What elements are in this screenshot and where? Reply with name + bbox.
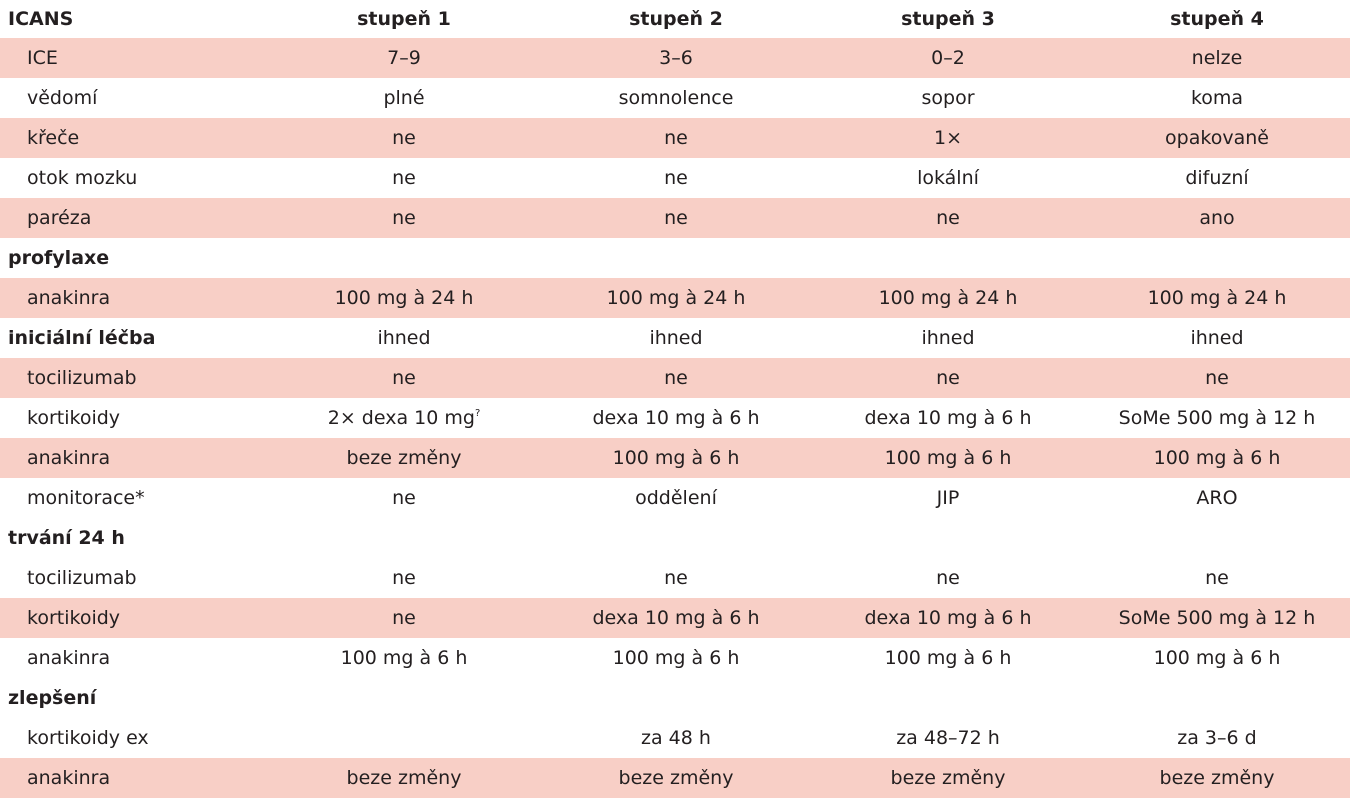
table-row-vedomi [0, 78, 1350, 118]
cell-text: 2× dexa 10 mg [327, 407, 475, 429]
cell-grade-1: 7–9 [387, 47, 421, 69]
cell-grade-1: ne [392, 567, 416, 589]
cell-grade-4: difuzní [1185, 167, 1249, 189]
cell-grade-3: ne [936, 567, 960, 589]
cell-grade-2: somnolence [618, 87, 734, 109]
cell-grade-3: lokální [917, 167, 979, 189]
cell-grade-3: 100 mg à 24 h [878, 287, 1018, 309]
table-row-ice [0, 38, 1350, 78]
cell-grade-1: ne [392, 167, 416, 189]
row-label: kortikoidy ex [27, 727, 149, 749]
table-row-tocilizumab-initial [0, 358, 1350, 398]
row-label: tocilizumab [27, 567, 137, 589]
cell-grade-1: 100 mg à 24 h [334, 287, 474, 309]
cell-grade-4: ne [1205, 567, 1229, 589]
cell-grade-3: ne [936, 367, 960, 389]
cell-grade-2: dexa 10 mg à 6 h [592, 407, 760, 429]
cell-grade-3: za 48–72 h [896, 727, 1000, 749]
cell-grade-2: ne [664, 567, 688, 589]
row-label: vědomí [27, 87, 98, 109]
row-label: anakinra [27, 647, 111, 669]
section-row-profylaxe [0, 238, 1350, 278]
section-row-inicialni-lecba [0, 318, 1350, 358]
cell-grade-3: dexa 10 mg à 6 h [864, 407, 1032, 429]
cell-grade-2: beze změny [618, 767, 734, 789]
table-header-row [0, 0, 1350, 38]
table-row-kortikoidy-initial [0, 398, 1350, 438]
cell-grade-4: za 3–6 d [1177, 727, 1257, 749]
row-label: ICE [27, 47, 58, 69]
cell-grade-1: ne [392, 487, 416, 509]
header-grade-1: stupeň 1 [357, 8, 451, 30]
cell-grade-4: opakovaně [1165, 127, 1269, 149]
cell-grade-2: ne [664, 367, 688, 389]
cell-grade-3: 100 mg à 6 h [884, 447, 1012, 469]
table-row-anakinra-zlepseni [0, 758, 1350, 798]
row-label: anakinra [27, 767, 111, 789]
row-label: kortikoidy [27, 607, 121, 629]
header-icans: ICANS [8, 8, 74, 30]
cell-grade-4: ihned [1190, 327, 1244, 349]
cell-grade-3: 0–2 [931, 47, 965, 69]
cell-grade-1: 100 mg à 6 h [340, 647, 468, 669]
header-grade-2: stupeň 2 [629, 8, 723, 30]
row-label: kortikoidy [27, 407, 121, 429]
cell-grade-1: beze změny [346, 767, 462, 789]
cell-grade-2: 100 mg à 24 h [606, 287, 746, 309]
row-label: otok mozku [27, 167, 138, 189]
cell-grade-3: ihned [921, 327, 975, 349]
table-row-krece [0, 118, 1350, 158]
row-label: tocilizumab [27, 367, 137, 389]
table-row-anakinra-initial [0, 438, 1350, 478]
table-row-kortikoidy-24h [0, 598, 1350, 638]
cell-grade-2: 100 mg à 6 h [612, 647, 740, 669]
cell-grade-2: ne [664, 207, 688, 229]
section-row-zlepseni [0, 678, 1350, 718]
cell-grade-3: 100 mg à 6 h [884, 647, 1012, 669]
cell-grade-3: JIP [936, 487, 960, 509]
cell-grade-1: ne [392, 367, 416, 389]
cell-grade-3: 1× [933, 127, 962, 149]
cell-grade-4: ne [1205, 367, 1229, 389]
cell-grade-4: SoMe 500 mg à 12 h [1118, 607, 1316, 629]
row-label: křeče [27, 127, 80, 149]
cell-grade-2: ne [664, 127, 688, 149]
row-label: anakinra [27, 447, 111, 469]
table-row-otok-mozku [0, 158, 1350, 198]
table-row-pareza [0, 198, 1350, 238]
table-row-monitorace [0, 478, 1350, 518]
cell-grade-4: 100 mg à 24 h [1147, 287, 1287, 309]
cell-grade-4: ARO [1196, 487, 1238, 509]
cell-grade-4: beze změny [1159, 767, 1275, 789]
cell-grade-2: dexa 10 mg à 6 h [592, 607, 760, 629]
cell-grade-2: 3–6 [659, 47, 693, 69]
table-row-anakinra-profylaxe [0, 278, 1350, 318]
table-row-kortikoidy-ex [0, 718, 1350, 758]
section-label: zlepšení [8, 687, 97, 709]
section-label: trvání 24 h [8, 527, 125, 549]
cell-grade-1: beze změny [346, 447, 462, 469]
section-row-trvani-24h [0, 518, 1350, 558]
cell-grade-1: ihned [377, 327, 431, 349]
cell-grade-1: ne [392, 127, 416, 149]
footnote-mark: ? [474, 408, 481, 419]
header-grade-4: stupeň 4 [1170, 8, 1264, 30]
row-label: paréza [27, 207, 92, 229]
cell-grade-4: SoMe 500 mg à 12 h [1118, 407, 1316, 429]
cell-grade-1: ne [392, 207, 416, 229]
cell-grade-3: beze změny [890, 767, 1006, 789]
cell-grade-2: ne [664, 167, 688, 189]
cell-grade-4: nelze [1191, 47, 1243, 69]
cell-grade-4: 100 mg à 6 h [1153, 447, 1281, 469]
section-label: iniciální léčba [8, 327, 156, 349]
section-label: profylaxe [8, 247, 110, 269]
cell-grade-1: plné [383, 87, 425, 109]
cell-grade-1: ne [392, 607, 416, 629]
table-row-tocilizumab-24h [0, 558, 1350, 598]
cell-grade-2: oddělení [635, 487, 717, 509]
cell-grade-2: ihned [649, 327, 703, 349]
row-label: monitorace* [27, 487, 145, 509]
cell-grade-1 [268, 407, 540, 429]
cell-grade-3: sopor [921, 87, 975, 109]
cell-grade-3: dexa 10 mg à 6 h [864, 607, 1032, 629]
cell-grade-2: za 48 h [641, 727, 711, 749]
cell-grade-4: 100 mg à 6 h [1153, 647, 1281, 669]
cell-grade-4: ano [1199, 207, 1235, 229]
header-grade-3: stupeň 3 [901, 8, 995, 30]
row-label: anakinra [27, 287, 111, 309]
cell-grade-2: 100 mg à 6 h [612, 447, 740, 469]
cell-grade-4: koma [1190, 87, 1244, 109]
table-row-anakinra-24h [0, 638, 1350, 678]
cell-grade-3: ne [936, 207, 960, 229]
